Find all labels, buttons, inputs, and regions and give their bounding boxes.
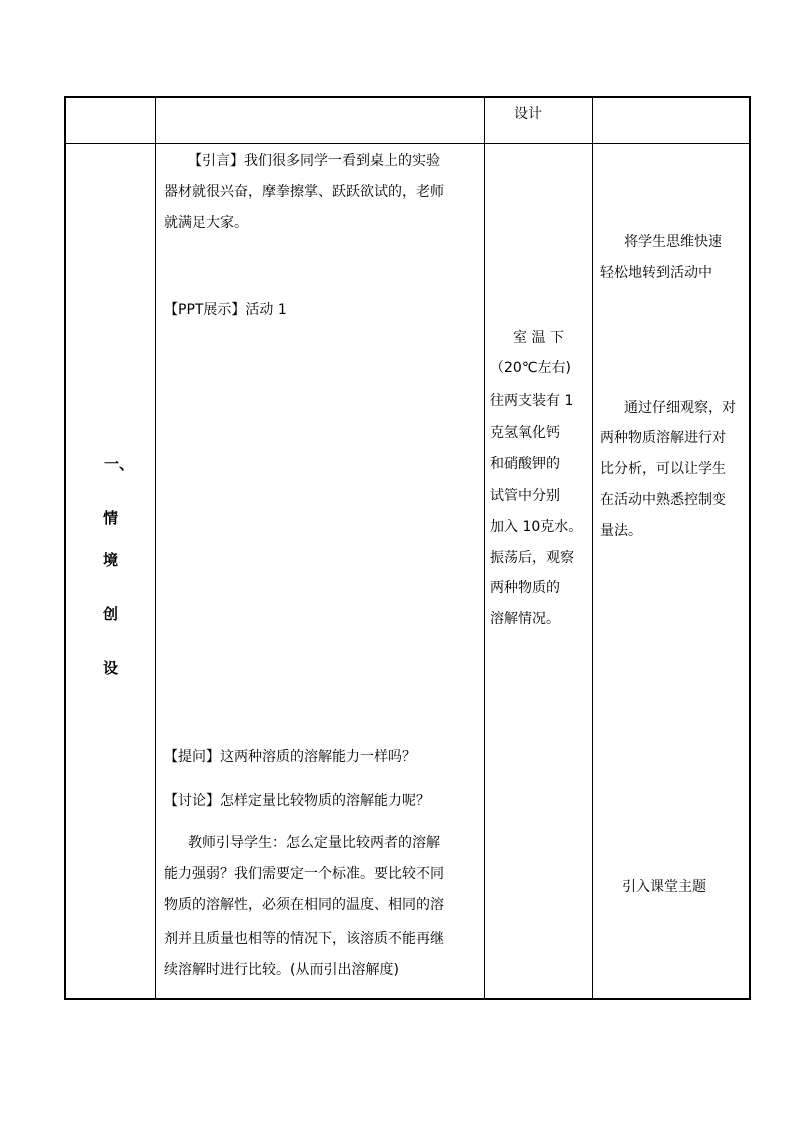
stage-number: 一、	[104, 455, 135, 473]
column-divider-2	[484, 98, 485, 998]
activity-line-4: 克氢氧化钙	[490, 425, 560, 441]
intent-1-line-1: 将学生思维快速	[624, 234, 722, 250]
stage-char-1: 情	[103, 509, 119, 527]
stage-char-3: 创	[103, 605, 119, 623]
activity-line-7: 加入 10克水。	[490, 519, 583, 535]
header-design-label: 设计	[514, 106, 542, 122]
column-divider-3	[592, 98, 593, 998]
guidance-line-4: 剂并且质量也相等的情况下，该溶质不能再继	[164, 931, 444, 947]
activity-line-3: 往两支装有 1	[490, 393, 574, 409]
intent-2-line-1: 通过仔细观察，对	[624, 400, 736, 416]
intent-2-line-5: 量法。	[600, 523, 642, 539]
activity-line-1: 室 温 下	[513, 330, 564, 346]
activity-line-9: 两种物质的	[490, 580, 560, 596]
activity-line-5: 和硝酸钾的	[490, 456, 560, 472]
header-row-divider	[66, 143, 749, 144]
intro-line-2: 器材就很兴奋，摩拳擦掌、跃跃欲试的，老师	[164, 184, 444, 200]
intent-2-line-2: 两种物质溶解进行对	[600, 430, 726, 446]
intent-2-line-3: 比分析，可以让学生	[600, 461, 726, 477]
guidance-line-5: 续溶解时进行比较。(从而引出溶解度)	[164, 962, 399, 978]
question-text: 【提问】这两种溶质的溶解能力一样吗？	[164, 749, 416, 765]
column-divider-1	[155, 98, 156, 998]
ppt-activity-label: 【PPT展示】活动 1	[164, 302, 287, 318]
activity-line-6: 试管中分别	[490, 488, 560, 504]
activity-line-8: 振荡后，观察	[490, 550, 574, 566]
intent-1-line-2: 轻松地转到活动中	[600, 265, 712, 281]
guidance-line-2: 能力强弱？我们需要定一个标准。要比较不同	[164, 866, 444, 882]
stage-char-2: 境	[103, 551, 119, 569]
stage-char-4: 设	[103, 659, 119, 677]
discussion-text: 【讨论】怎样定量比较物质的溶解能力呢？	[164, 793, 430, 809]
intent-2-line-4: 在活动中熟悉控制变	[600, 492, 726, 508]
guidance-line-3: 物质的溶解性，必须在相同的温度、相同的溶	[164, 897, 444, 913]
activity-line-10: 溶解情况。	[490, 611, 560, 627]
activity-line-2: （20℃左右)	[490, 360, 571, 376]
intro-line-3: 就满足大家。	[164, 215, 248, 231]
intent-3-text: 引入课堂主题	[622, 879, 706, 895]
intro-line-1: 【引言】我们很多同学一看到桌上的实验	[188, 153, 440, 169]
guidance-line-1: 教师引导学生：怎么定量比较两者的溶解	[188, 835, 440, 851]
